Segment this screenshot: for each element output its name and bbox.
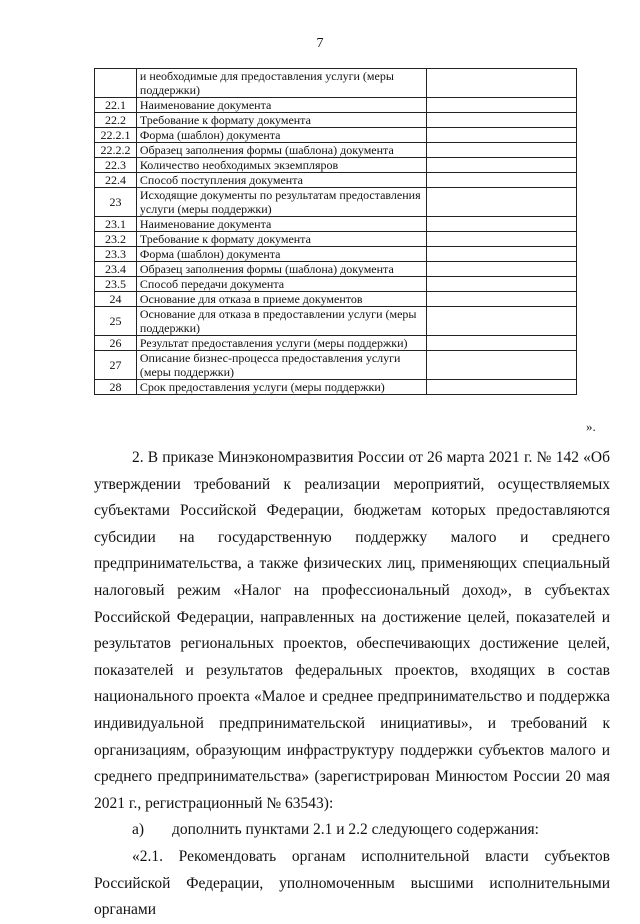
table-row [95,351,577,380]
row-value-cell [426,98,576,113]
row-value-cell [426,336,576,351]
table-body [95,69,577,395]
list-item-a [94,817,610,844]
row-value-cell [426,277,576,292]
row-description: Способ передачи документа [136,277,426,292]
table-row [95,143,577,158]
row-description: Результат предоставления услуги (меры поддержки) [136,336,426,351]
table-row [95,262,577,277]
row-description: Требование к формату документа [136,232,426,247]
table-closing-quote: ». [586,419,596,434]
document-table [94,68,577,395]
list-item-a-marker: а) [132,821,145,839]
list-item-a-text: дополнить пунктами 2.1 и 2.2 следующего содержания: [172,821,539,839]
row-number: 23.3 [95,247,137,262]
row-number: 22.1 [95,98,137,113]
row-value-cell [426,128,576,143]
row-description: Наименование документа [136,98,426,113]
table-row [95,307,577,336]
row-value-cell [426,113,576,128]
paragraph-2-1: «2.1. Рекомендовать органам исполнительной власти субъектов Российской Федерации, уполномоченным высшими исполнительными органами [94,847,610,919]
row-value-cell [426,158,576,173]
row-value-cell [426,69,576,98]
row-number: 23.5 [95,277,137,292]
row-description: Основание для отказа в приеме документов [136,292,426,307]
row-description: Требование к формату документа [136,113,426,128]
row-number: 23.2 [95,232,137,247]
row-number: 22.2.1 [95,128,137,143]
row-description: Наименование документа [136,217,426,232]
row-value-cell [426,232,576,247]
row-description: Образец заполнения формы (шаблона) документа [136,262,426,277]
table-row [95,380,577,395]
table-row [95,188,577,217]
row-number: 22.2 [95,113,137,128]
row-description: и необходимые для предоставления услуги (меры поддержки) [136,69,426,98]
table-row [95,247,577,262]
row-number: 23 [95,188,137,217]
table-row [95,69,577,98]
row-number: 28 [95,380,137,395]
table-row [95,113,577,128]
row-description: Срок предоставления услуги (меры поддержки) [136,380,426,395]
table-row [95,158,577,173]
row-number: 22.4 [95,173,137,188]
row-number: 26 [95,336,137,351]
row-value-cell [426,247,576,262]
table-row [95,217,577,232]
row-description: Основание для отказа в предоставлении услуги (меры поддержки) [136,307,426,336]
row-description: Исходящие документы по результатам предоставления услуги (меры поддержки) [136,188,426,217]
row-number: 23.4 [95,262,137,277]
table-row [95,292,577,307]
table-row [95,98,577,113]
page-number: 7 [316,36,324,51]
row-number: 24 [95,292,137,307]
row-number [95,69,137,98]
row-number: 27 [95,351,137,380]
row-value-cell [426,143,576,158]
row-value-cell [426,292,576,307]
row-description: Количество необходимых экземпляров [136,158,426,173]
row-value-cell [426,188,576,217]
row-value-cell [426,173,576,188]
body-text [94,445,610,924]
row-description: Форма (шаблон) документа [136,128,426,143]
row-number: 25 [95,307,137,336]
row-value-cell [426,351,576,380]
row-description: Способ поступления документа [136,173,426,188]
paragraph-2: 2. В приказе Минэкономразвития России от 26 марта 2021 г. № 142 «Об утверждении требований к реализации мероприятий, осуществляемых субъектами Российской Федерации, бюджетам которых предоставляются субсидии на государственную поддержку малого и среднего предпринимательства, а также физических лиц, применяющих специальный налоговый режим «Налог на профессиональный доход», в субъектах Российской Федерации, направленных на достижение целей, показателей и результатов региональных проектов, обеспечивающих достижение целей, показателей и результатов федеральных проектов, входящих в состав национального проекта «Малое и среднее предпринимательство и поддержка индивидуальной предпринимательской инициативы», и требований к организациям, образующим инфраструктуру поддержки субъектов малого и среднего предпринимательства» (зарегистрирован Минюстом России 20 мая 2021 г., регистрационный № 63543): [94,449,610,812]
table-row [95,232,577,247]
row-value-cell [426,380,576,395]
row-value-cell [426,217,576,232]
row-number: 23.1 [95,217,137,232]
row-description: Форма (шаблон) документа [136,247,426,262]
table-row [95,128,577,143]
row-value-cell [426,262,576,277]
row-value-cell [426,307,576,336]
row-number: 22.3 [95,158,137,173]
table-row [95,173,577,188]
row-number: 22.2.2 [95,143,137,158]
row-description: Описание бизнес-процесса предоставления услуги (меры поддержки) [136,351,426,380]
row-description: Образец заполнения формы (шаблона) документа [136,143,426,158]
table-row [95,277,577,292]
table-row [95,336,577,351]
